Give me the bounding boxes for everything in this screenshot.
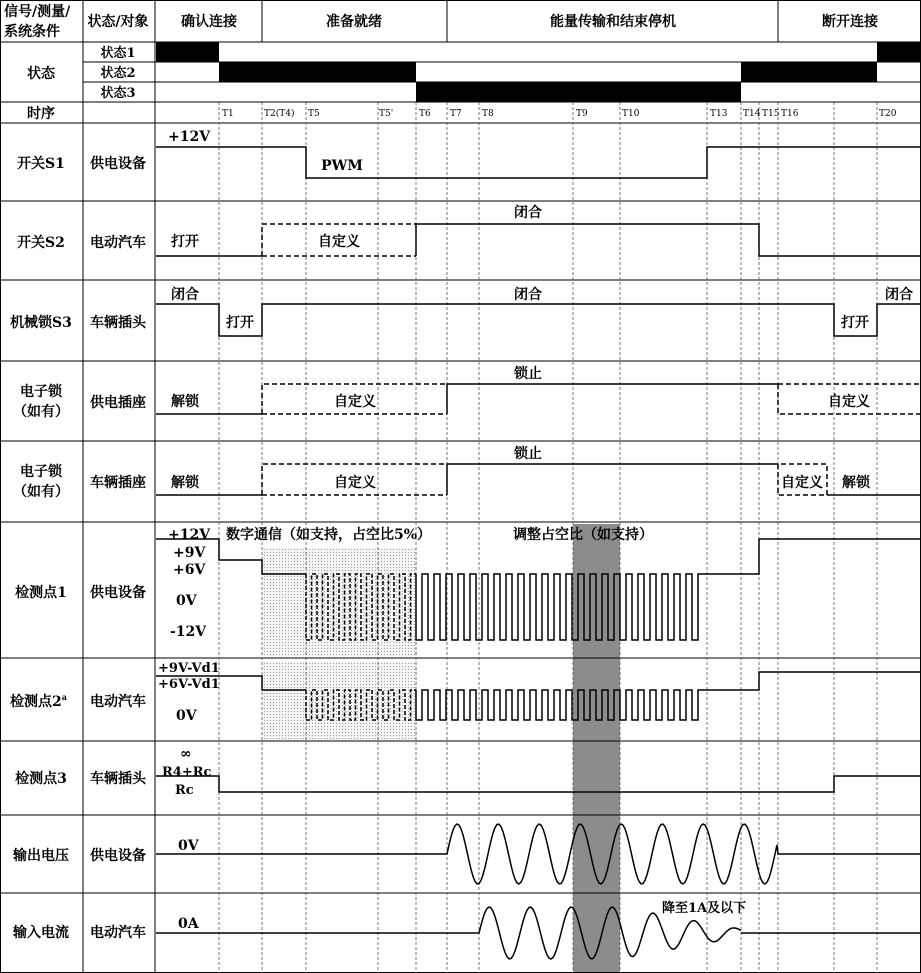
time-tick-labels <box>222 108 897 119</box>
cp1-0v-label: 0V <box>176 593 197 609</box>
cp2-0v-label: 0V <box>176 708 197 724</box>
row-elock2-signal-line2: （如有） <box>13 484 69 500</box>
tick-t5: T5 <box>308 109 320 119</box>
row-elock2-object: 车辆插座 <box>90 475 146 491</box>
tick-t9: T9 <box>576 109 588 119</box>
elock2-locked-label: 锁止 <box>514 446 542 462</box>
row-s2-object: 电动汽车 <box>90 235 146 251</box>
elock-socket-high <box>447 384 778 414</box>
row-cp3-object: 车辆插头 <box>90 771 146 787</box>
header-signal-line1: 信号/测量/ <box>4 4 71 20</box>
elock2-custom-label-2: 自定义 <box>781 475 823 491</box>
timing-row-label: 时序 <box>27 106 55 122</box>
row-s2-signal: 开关S2 <box>17 235 65 251</box>
elock1-locked-label: 锁止 <box>514 366 542 382</box>
vout-0v-label: 0V <box>178 838 199 854</box>
state3-bar <box>416 82 741 102</box>
cp3-wave <box>156 776 921 792</box>
elock1-custom-label-1: 自定义 <box>334 394 376 410</box>
s3-open-label-2: 打开 <box>841 315 869 331</box>
tick-t2: T2(T4) <box>264 109 295 119</box>
state1-label: 状态1 <box>100 46 136 61</box>
row-cp2-signal-text: 检测点2 <box>10 694 62 710</box>
row-cp1-signal: 检测点1 <box>15 585 67 601</box>
header-signal-line2: 系统条件 <box>4 24 60 40</box>
row-s1-signal: 开关S1 <box>17 156 65 172</box>
cp1-12v-label: +12V <box>168 527 211 543</box>
row-cp2-superscript: a <box>61 692 67 702</box>
state1-bar-end <box>877 42 921 62</box>
elock2-unlock-label-1: 解锁 <box>171 475 199 491</box>
s2-custom-label: 自定义 <box>318 234 360 250</box>
elock-inlet-high <box>447 464 778 495</box>
row-elock2-signal-line1: 电子锁 <box>20 464 62 480</box>
s2-open-label: 打开 <box>171 234 199 250</box>
cp3-inf-label: ∞ <box>180 746 192 762</box>
row-cp2-signal <box>10 692 67 710</box>
row-s1-object: 供电设备 <box>90 156 146 172</box>
tick-t5-prime: T5' <box>379 109 394 119</box>
tick-t1: T1 <box>222 109 234 119</box>
tick-t8: T8 <box>482 109 494 119</box>
row-s3-signal: 机械锁S3 <box>10 315 72 331</box>
cp3-r4rc-label: R4+Rc <box>162 765 212 780</box>
row-cp1-object: 供电设备 <box>90 585 146 601</box>
output-voltage-wave <box>156 824 921 884</box>
s3-wave <box>156 304 921 336</box>
cp2-9v-label: +9V-Vd1 <box>158 661 220 676</box>
s3-closed-label-1: 闭合 <box>171 287 199 303</box>
cp3-rc-label: Rc <box>175 783 194 798</box>
phase-energy-transfer: 能量传输和结束停机 <box>550 14 676 30</box>
state-labels <box>27 45 136 122</box>
tick-t15: T15 <box>762 109 780 119</box>
elock2-custom-label-1: 自定义 <box>334 475 376 491</box>
state-row-label: 状态 <box>27 66 55 82</box>
state1-bar-start <box>156 42 219 62</box>
tick-t20: T20 <box>879 109 897 119</box>
s1-wave <box>156 147 921 178</box>
cp2-6v-label: +6V-Vd1 <box>158 677 220 692</box>
iin-0a-label: 0A <box>178 916 199 932</box>
state-bars <box>156 42 921 102</box>
row-vout-signal: 输出电压 <box>13 848 69 864</box>
phase-disconnect: 断开连接 <box>822 14 878 30</box>
cp1-digital-comm-label: 数字通信（如支持，占空比5%） <box>226 527 432 543</box>
iin-reduce-label: 降至1A及以下 <box>662 901 747 916</box>
state2-bar-second <box>741 62 877 82</box>
s2-closed-label: 闭合 <box>514 205 542 221</box>
cp1-9v-label: +9V <box>173 545 206 561</box>
input-current-wave <box>156 907 921 959</box>
s3-closed-label-3: 闭合 <box>885 287 913 303</box>
elock1-custom-label-2: 自定义 <box>828 394 870 410</box>
state3-label: 状态3 <box>100 86 136 101</box>
row-iin-signal: 输入电流 <box>13 925 69 941</box>
cp1-neg12v-label: -12V <box>170 624 207 640</box>
row-iin-object: 电动汽车 <box>90 925 146 941</box>
tick-t16: T16 <box>781 109 799 119</box>
row-labels <box>10 155 147 941</box>
row-elock1-object: 供电插座 <box>90 395 146 411</box>
s2-wave-high <box>416 224 921 256</box>
tick-t13: T13 <box>710 109 728 119</box>
row-vout-object: 供电设备 <box>90 848 146 864</box>
s3-open-label-1: 打开 <box>226 315 254 331</box>
s1-12v-label: +12V <box>168 129 211 145</box>
s3-closed-label-2: 闭合 <box>514 287 542 303</box>
tick-t14: T14 <box>743 109 761 119</box>
elock2-unlock-label-2: 解锁 <box>842 475 870 491</box>
tick-t7: T7 <box>450 109 462 119</box>
waveform-annotations <box>158 129 913 932</box>
row-elock1-signal-line1: 电子锁 <box>20 384 62 400</box>
cp1-duty-adjust-label: 调整占空比（如支持） <box>513 527 653 543</box>
state2-bar-first <box>219 62 416 82</box>
row-s3-object: 车辆插头 <box>90 315 146 331</box>
state2-label: 状态2 <box>100 66 136 81</box>
tick-t10: T10 <box>622 109 640 119</box>
row-cp2-object: 电动汽车 <box>90 694 146 710</box>
phase-confirm-connection: 确认连接 <box>181 14 237 30</box>
header-object: 状态/对象 <box>87 14 149 30</box>
phase-ready: 准备就绪 <box>326 14 382 30</box>
elock1-unlock-label: 解锁 <box>171 394 199 410</box>
row-cp3-signal: 检测点3 <box>15 771 67 787</box>
tick-t6: T6 <box>419 109 431 119</box>
row-elock1-signal-line2: （如有） <box>13 404 69 420</box>
cp1-6v-label: +6V <box>173 562 206 578</box>
s1-pwm-label: PWM <box>321 158 363 174</box>
table-header <box>4 3 879 40</box>
